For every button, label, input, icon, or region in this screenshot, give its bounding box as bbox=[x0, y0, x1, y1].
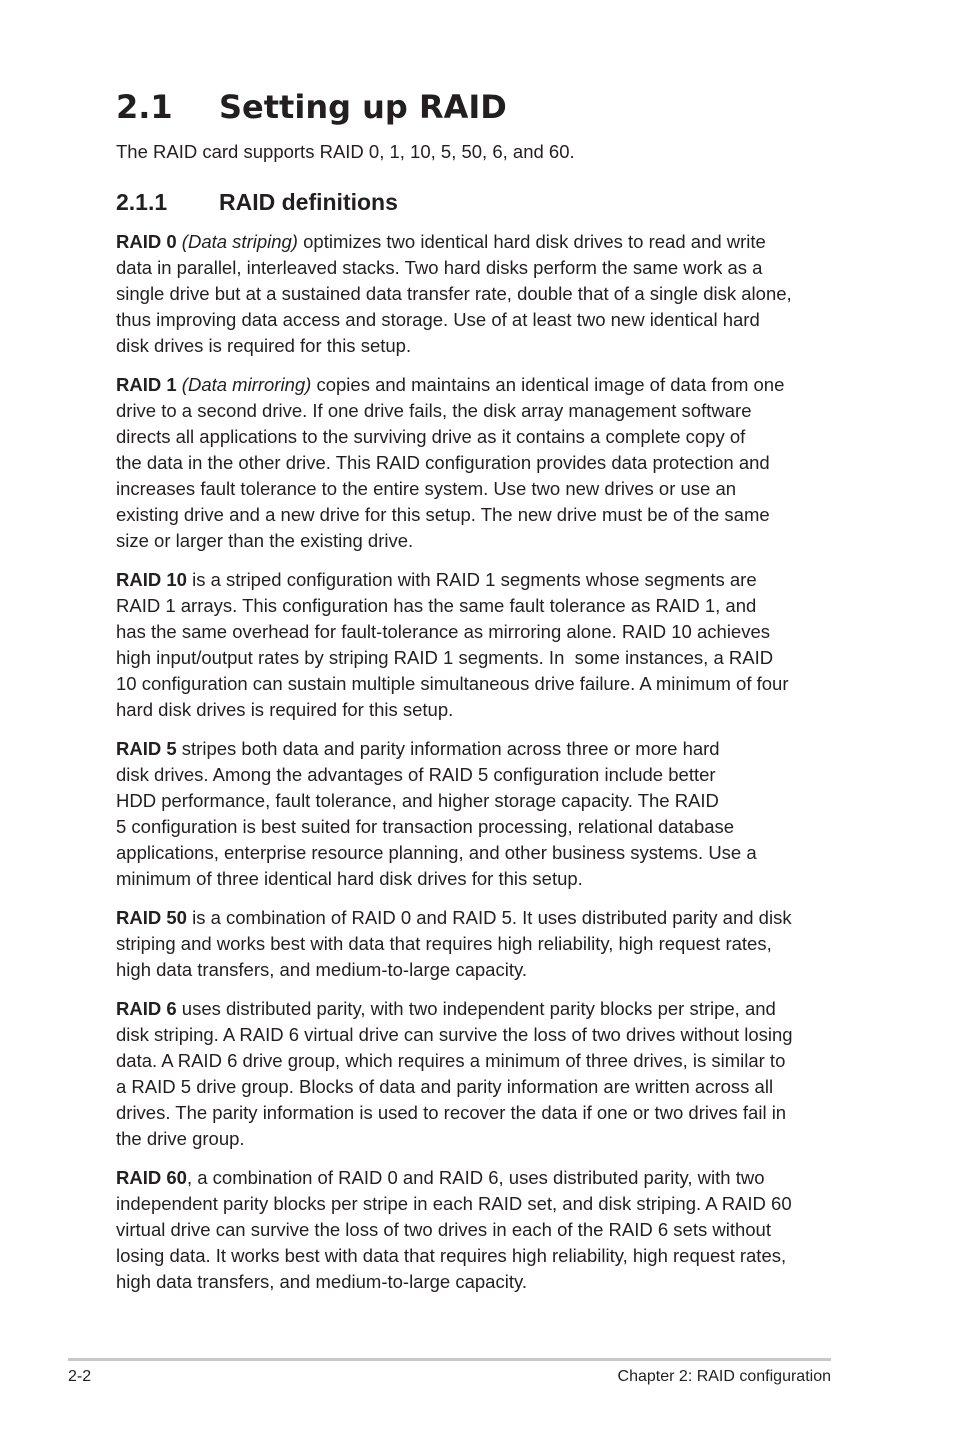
raid-level-term: RAID 1 bbox=[116, 374, 177, 395]
paragraph-line: disk striping. A RAID 6 virtual drive can survive the loss of two drives without losing bbox=[116, 1024, 793, 1045]
raid-level-term: RAID 5 bbox=[116, 738, 177, 759]
definition-paragraph bbox=[116, 372, 836, 554]
paragraph-line: single drive but at a sustained data transfer rate, double that of a single disk alone, bbox=[116, 283, 792, 304]
paragraph-line: disk drives is required for this setup. bbox=[116, 335, 412, 356]
page-title bbox=[116, 86, 507, 128]
paragraph-text: , a combination of RAID 0 and RAID 6, uses distributed parity, with two bbox=[186, 1167, 765, 1188]
paragraph-line bbox=[116, 736, 836, 762]
section-heading bbox=[116, 186, 398, 218]
paragraph-line: drives. The parity information is used to recover the data if one or two drives fail in bbox=[116, 1102, 787, 1123]
paragraph-line bbox=[116, 996, 836, 1022]
paragraph-line: 5 configuration is best suited for transaction processing, relational database bbox=[116, 816, 735, 837]
paragraph-text: uses distributed parity, with two independent parity blocks per stripe, and bbox=[176, 998, 776, 1019]
raid-level-term: RAID 6 bbox=[116, 998, 177, 1019]
raid-level-aside: (Data striping) bbox=[181, 231, 298, 252]
paragraph-line: minimum of three identical hard disk drives for this setup. bbox=[116, 868, 583, 889]
paragraph-line: data. A RAID 6 drive group, which requires a minimum of three drives, is similar to bbox=[116, 1050, 786, 1071]
paragraph-line: applications, enterprise resource planning, and other business systems. Use a bbox=[116, 842, 757, 863]
paragraph-line: high input/output rates by striping RAID 1 segments. In some instances, a RAID bbox=[116, 647, 774, 668]
page-title-text: Setting up RAID bbox=[219, 88, 507, 126]
paragraph-text: optimizes two identical hard disk drives to read and write bbox=[297, 231, 766, 252]
paragraph-line: data in parallel, interleaved stacks. Two hard disks perform the same work as a bbox=[116, 257, 763, 278]
paragraph-line: existing drive and a new drive for this setup. The new drive must be of the same bbox=[116, 504, 770, 525]
paragraph-line bbox=[116, 372, 836, 398]
paragraph-line: a RAID 5 drive group. Blocks of data and parity information are written across all bbox=[116, 1076, 774, 1097]
definition-paragraph bbox=[116, 567, 836, 723]
paragraph-line: high data transfers, and medium-to-large capacity. bbox=[116, 1271, 527, 1292]
intro-text: The RAID card supports RAID 0, 1, 10, 5, 50, 6, and 60. bbox=[116, 141, 575, 162]
definition-paragraph bbox=[116, 736, 836, 892]
paragraph-text: is a striped configuration with RAID 1 segments whose segments are bbox=[186, 569, 757, 590]
paragraph-line: hard disk drives is required for this setup. bbox=[116, 699, 454, 720]
paragraph-line: disk drives. Among the advantages of RAID 5 configuration include better bbox=[116, 764, 716, 785]
paragraph-line bbox=[116, 229, 836, 255]
raid-level-term: RAID 0 bbox=[116, 231, 177, 252]
paragraph-text: stripes both data and parity information across three or more hard bbox=[176, 738, 720, 759]
paragraph-line: striping and works best with data that requires high reliability, high request rates, bbox=[116, 933, 772, 954]
paragraph-line: increases fault tolerance to the entire system. Use two new drives or use an bbox=[116, 478, 737, 499]
raid-definitions bbox=[116, 229, 836, 1308]
paragraph-line bbox=[116, 905, 836, 931]
footer-chapter-title: Chapter 2: RAID configuration bbox=[617, 1368, 831, 1385]
paragraph-line bbox=[116, 1165, 836, 1191]
paragraph-line: RAID 1 arrays. This configuration has the same fault tolerance as RAID 1, and bbox=[116, 595, 757, 616]
raid-level-term: RAID 10 bbox=[116, 569, 187, 590]
paragraph-line: directs all applications to the surviving drive as it contains a complete copy of bbox=[116, 426, 746, 447]
section-title: RAID definitions bbox=[219, 189, 398, 215]
definition-paragraph bbox=[116, 229, 836, 359]
paragraph-line bbox=[116, 567, 836, 593]
paragraph-line: the data in the other drive. This RAID configuration provides data protection and bbox=[116, 452, 770, 473]
definition-paragraph bbox=[116, 1165, 836, 1295]
raid-level-term: RAID 60 bbox=[116, 1167, 187, 1188]
definition-paragraph bbox=[116, 905, 836, 983]
raid-level-term: RAID 50 bbox=[116, 907, 187, 928]
paragraph-line: losing data. It works best with data that requires high reliability, high request rates, bbox=[116, 1245, 787, 1266]
paragraph-line: has the same overhead for fault-tolerance as mirroring alone. RAID 10 achieves bbox=[116, 621, 771, 642]
definition-paragraph bbox=[116, 996, 836, 1152]
paragraph-line: the drive group. bbox=[116, 1128, 245, 1149]
footer-page-number: 2-2 bbox=[68, 1368, 92, 1385]
paragraph-line: virtual drive can survive the loss of two drives in each of the RAID 6 sets without bbox=[116, 1219, 771, 1240]
paragraph-line: HDD performance, fault tolerance, and higher storage capacity. The RAID bbox=[116, 790, 719, 811]
paragraph-line: thus improving data access and storage. Use of at least two new identical hard bbox=[116, 309, 760, 330]
paragraph-line: size or larger than the existing drive. bbox=[116, 530, 414, 551]
page-title-number: 2.1 bbox=[116, 88, 173, 126]
paragraph-line: 10 configuration can sustain multiple simultaneous drive failure. A minimum of four bbox=[116, 673, 789, 694]
paragraph-line: drive to a second drive. If one drive fails, the disk array management software bbox=[116, 400, 752, 421]
footer-divider bbox=[68, 1358, 831, 1361]
section-number: 2.1.1 bbox=[116, 189, 168, 215]
raid-level-aside: (Data mirroring) bbox=[181, 374, 312, 395]
paragraph-line: independent parity blocks per stripe in each RAID set, and disk striping. A RAID 60 bbox=[116, 1193, 792, 1214]
paragraph-text: copies and maintains an identical image of data from one bbox=[311, 374, 785, 395]
paragraph-line: high data transfers, and medium-to-large capacity. bbox=[116, 959, 527, 980]
paragraph-text: is a combination of RAID 0 and RAID 5. It uses distributed parity and disk bbox=[186, 907, 792, 928]
